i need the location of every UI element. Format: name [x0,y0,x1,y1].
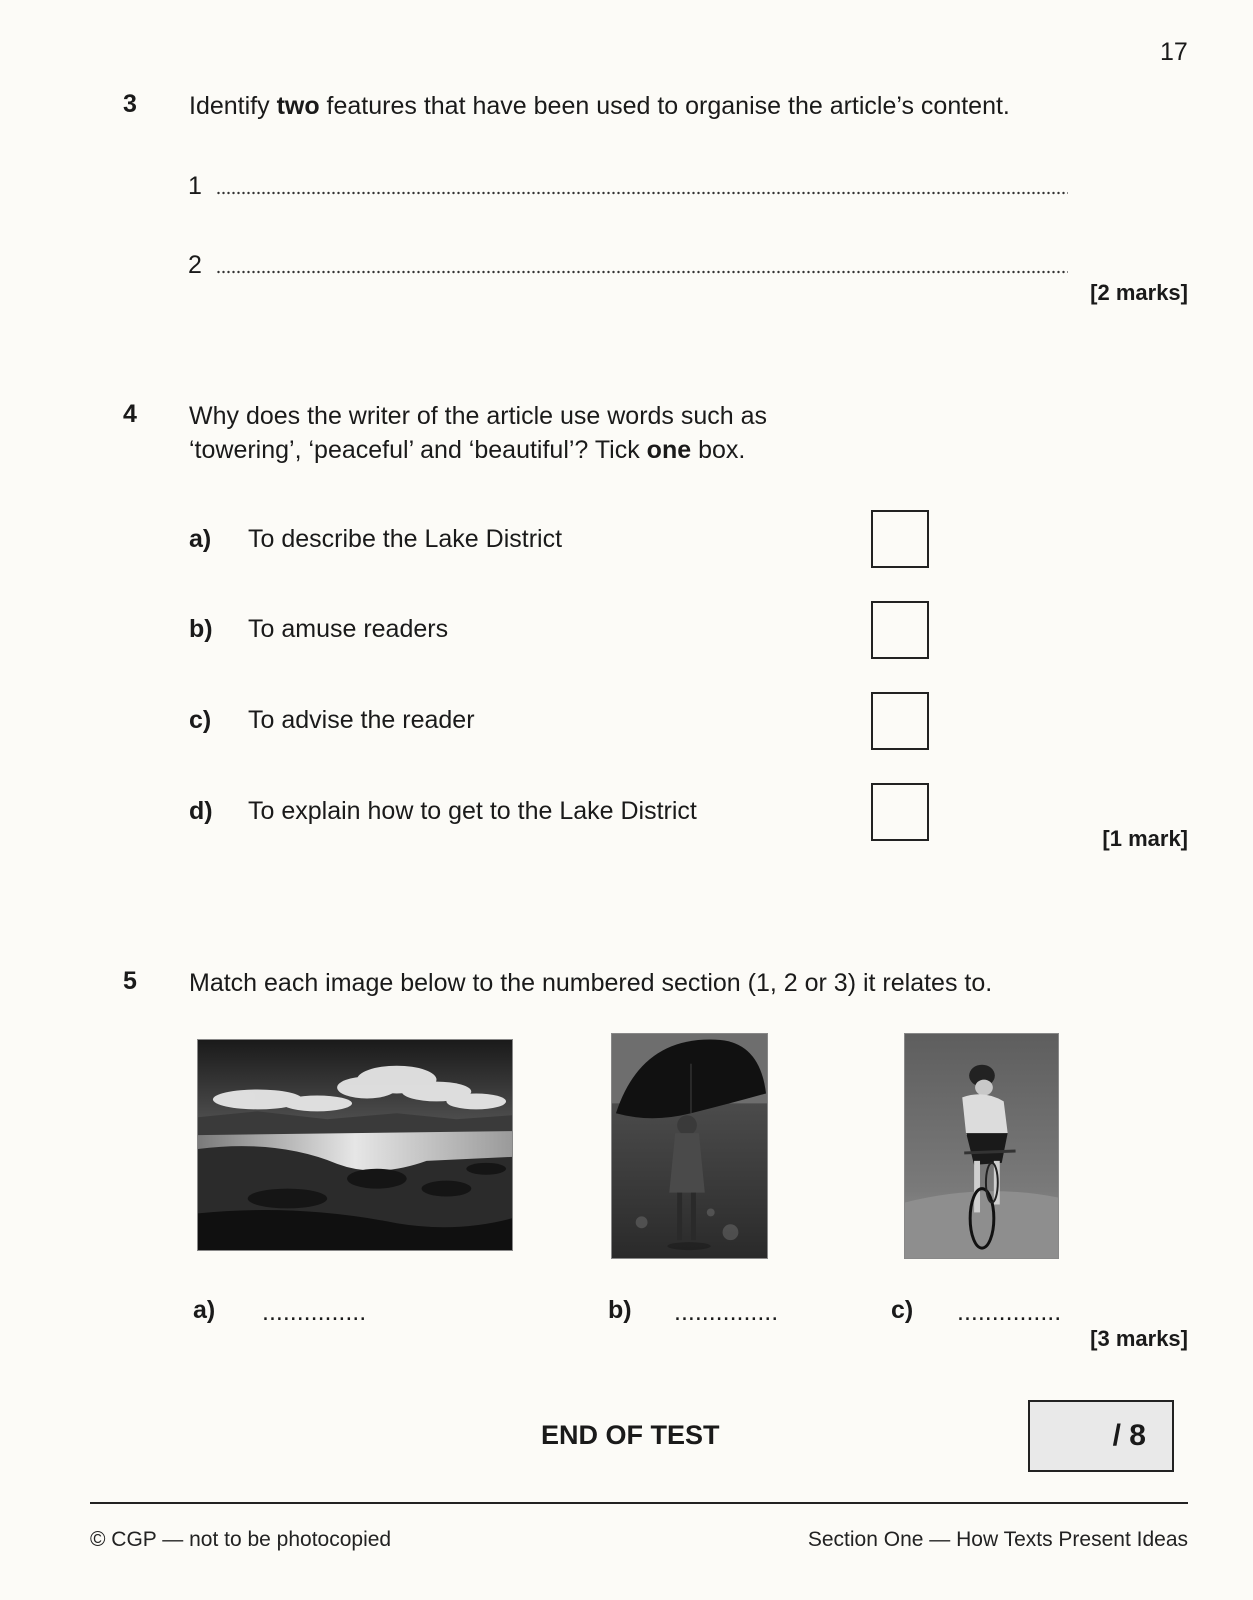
question-4-number: 4 [123,400,137,428]
q5-answer-b-blank[interactable]: ............... [674,1298,779,1326]
q4-option-a-checkbox[interactable] [871,510,929,568]
q4-option-b-text: To amuse readers [248,615,449,643]
page-number: 17 [1160,38,1188,66]
footer-divider [90,1502,1188,1504]
q4-line2-after: box. [691,435,746,464]
q3-answer-label-2: 2 [188,251,202,279]
q4-line2-before: ‘towering’, ‘peaceful’ and ‘beautiful’? Tick [189,435,647,464]
q4-line-1: Why does the writer of the article use words such as [189,402,768,430]
q5-answer-a-blank[interactable]: ............... [262,1298,367,1326]
q4-marks: [1 mark] [1102,826,1188,851]
question-3-text [189,90,1139,124]
q3-answer-line-1[interactable] [216,191,1068,195]
q3-text-before: Identify [189,92,277,120]
q3-answer-line-2[interactable] [216,270,1068,274]
q5-answer-a-letter: a) [193,1296,216,1324]
q4-option-b-letter: b) [189,615,213,643]
q4-option-c-letter: c) [189,706,212,734]
q4-option-c-checkbox[interactable] [871,692,929,750]
score-box: / 8 [1028,1400,1174,1472]
end-of-test-heading: END OF TEST [541,1420,720,1450]
lake-landscape-photo [197,1039,513,1251]
footer-copyright: © CGP — not to be photocopied [90,1528,392,1551]
q3-text-bold: two [276,92,320,120]
umbrella-girl-photo [611,1033,768,1259]
cyclist-photo [904,1033,1059,1259]
q4-option-a-letter: a) [189,525,212,553]
q4-option-a-text: To describe the Lake District [248,525,563,553]
q3-answer-label-1: 1 [188,172,202,200]
q3-text-after: features that have been used to organise the article’s content. [319,92,1010,120]
q4-option-d-checkbox[interactable] [871,783,929,841]
q4-option-d-text: To explain how to get to the Lake District [248,797,697,825]
question-4-text [189,400,989,468]
q4-line2-bold: one [646,435,692,464]
footer-section-title: Section One — How Texts Present Ideas [807,1528,1188,1551]
question-5-text: Match each image below to the numbered section (1, 2 or 3) it relates to. [189,969,993,997]
q4-option-c-text: To advise the reader [248,706,475,734]
question-5-number: 5 [123,967,137,995]
q5-marks: [3 marks] [1090,1326,1188,1351]
q5-answer-b-letter: b) [608,1296,632,1324]
q5-answer-c-blank[interactable]: ............... [957,1298,1062,1326]
q4-line-2 [189,434,989,468]
q5-answer-c-letter: c) [891,1296,914,1324]
question-3-number: 3 [123,90,137,118]
q4-option-d-letter: d) [189,797,213,825]
q4-option-b-checkbox[interactable] [871,601,929,659]
q3-marks: [2 marks] [1090,280,1188,305]
